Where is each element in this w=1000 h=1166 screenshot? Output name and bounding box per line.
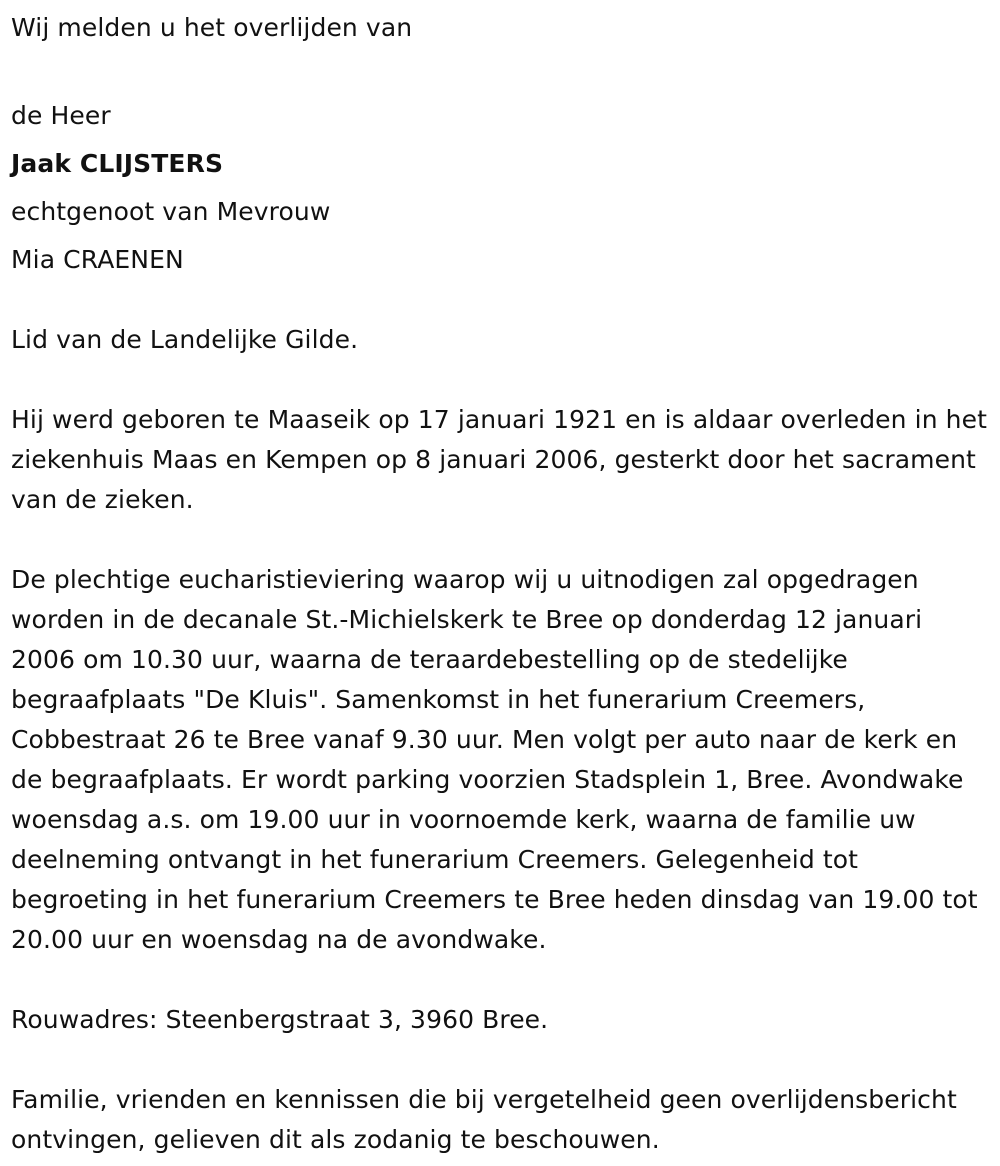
salutation: de Heer: [11, 101, 111, 130]
membership-paragraph: Lid van de Landelijke Gilde.: [11, 325, 359, 354]
ceremony-paragraph: De plechtige eucharistieviering waarop wij u uitnodigen zal opgedragen worden in de decanale St.-Michielskerk te Bree op donderdag 12 januari 2006 om 10.30 uur, waarna de teraardebestelling op de stedelijke begraafplaats "De Kluis". Samenkomst in het funerarium Creemers, Cobbestraat 26 te Bree vanaf 9.30 uur. Men volgt per auto naar de kerk en de begraafplaats. Er wordt parking voorzien Stadsplein 1, Bree. Avondwake woensdag a.s. om 19.00 uur in voornoemde kerk, waarna de familie uw deelneming ontvangt in het funerarium Creemers. Gelegenheid tot begroeting in het funerarium Creemers te Bree heden dinsdag van 19.00 tot 20.00 uur en woensdag na de avondwake.: [11, 565, 978, 954]
mourning-address: Rouwadres: Steenbergstraat 3, 3960 Bree.: [11, 1005, 549, 1034]
closing-paragraph: Familie, vrienden en kennissen die bij vergetelheid geen overlijdensbericht ontvingen, gelieven dit als zodanig te beschouwen.: [11, 1085, 957, 1154]
intro-line: Wij melden u het overlijden van: [11, 13, 413, 42]
spouse-line: echtgenoot van Mevrouw: [11, 197, 331, 226]
deceased-name: Jaak CLIJSTERS: [11, 149, 224, 178]
spouse-name: Mia CRAENEN: [11, 245, 184, 274]
birth-death-paragraph: Hij werd geboren te Maaseik op 17 januari 1921 en is aldaar overleden in het ziekenhuis Maas en Kempen op 8 januari 2006, gesterkt door het sacrament van de zieken.: [11, 405, 988, 514]
